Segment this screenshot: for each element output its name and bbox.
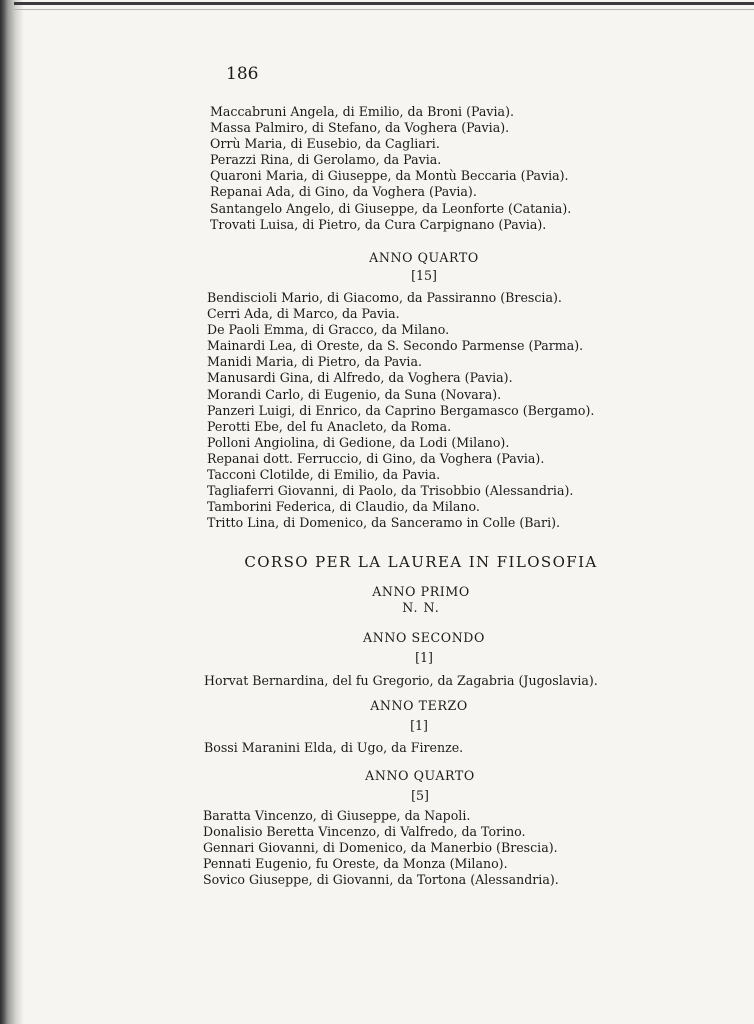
student-count: [5] [411,788,429,803]
section-heading: ANNO QUARTO [369,250,479,265]
list-item: De Paoli Emma, di Gracco, da Milano. [207,322,450,338]
list-item: Tamborini Federica, di Claudio, da Milano. [207,499,480,515]
list-item: Tritto Lina, di Domenico, da Sanceramo in Colle (Bari). [207,515,561,531]
list-item: Morandi Carlo, di Eugenio, da Suna (Novara). [207,386,502,402]
list-item: Tacconi Clotilde, di Emilio, da Pavia. [207,467,441,483]
list-item: Baratta Vincenzo, di Giuseppe, da Napoli. [203,808,471,823]
top-border-rule [14,2,754,5]
list-item: Mainardi Lea, di Oreste, da S. Secondo Parmense (Parma). [207,338,584,354]
list-item: Tagliaferri Giovanni, di Paolo, da Trisobbio (Alessandria). [207,483,574,499]
student-count: [1] [410,718,428,733]
top-border-rule-thin [14,9,754,10]
anno-quarto-student-list [0,290,754,531]
list-item: Maccabruni Angela, di Emilio, da Broni (Pavia). [210,104,514,119]
section-heading: ANNO PRIMO [372,584,470,599]
list-item: Quaroni Maria, di Giuseppe, da Montù Beccaria (Pavia). [210,168,569,184]
list-item: Panzeri Luigi, di Enrico, da Caprino Bergamasco (Bergamo). [207,402,595,418]
student-list-continued [0,104,754,233]
list-item: Manidi Maria, di Pietro, da Pavia. [207,354,422,370]
course-title: CORSO PER LA LAUREA IN FILOSOFIA [244,553,598,571]
list-item: Bendiscioli Mario, di Giacomo, da Passiranno (Brescia). [207,290,562,305]
list-item: Cerri Ada, di Marco, da Pavia. [207,306,400,322]
list-item: Repanai dott. Ferruccio, di Gino, da Voghera (Pavia). [207,450,545,466]
filosofia-anno-secondo-block [47,630,754,666]
list-item: Donalisio Beretta Vincenzo, di Valfredo, da Torino. [203,824,526,840]
list-item: Manusardi Gina, di Alfredo, da Voghera (Pavia). [207,370,513,386]
student-count: [15] [411,268,437,283]
list-item: Repanai Ada, di Gino, da Voghera (Pavia). [210,184,477,200]
page-number: 186 [226,64,259,84]
list-item: Perazzi Rina, di Gerolamo, da Pavia. [210,152,442,168]
list-item: Perotti Ebe, del fu Anacleto, da Roma. [207,418,452,434]
list-item: Bossi Maranini Elda, di Ugo, da Firenze. [204,740,464,755]
list-item: Trovati Luisa, di Pietro, da Cura Carpignano (Pavia). [210,216,547,232]
filosofia-anno-primo-block [44,584,754,616]
filosofia-anno-terzo-list [0,740,754,756]
list-item: Horvat Bernardina, del fu Gregorio, da Zagabria (Jugoslavia). [204,673,598,688]
student-count: [1] [415,650,433,665]
filosofia-anno-quarto-list [0,808,754,888]
filosofia-anno-quarto-block [43,768,754,804]
no-students-note: N. N. [402,600,440,615]
list-item: Sovico Giuseppe, di Giovanni, da Tortona (Alessandria). [203,872,559,888]
list-item: Polloni Angiolina, di Gedione, da Lodi (Milano). [207,434,510,450]
course-title-block [44,553,754,571]
section-heading: ANNO QUARTO [365,768,475,783]
filosofia-anno-secondo-list [0,673,754,689]
anno-quarto-heading-block [47,250,754,284]
list-item: Gennari Giovanni, di Domenico, da Manerbio (Brescia). [203,840,558,856]
section-heading: ANNO TERZO [370,698,468,713]
list-item: Orrù Maria, di Eusebio, da Cagliari. [210,136,440,152]
list-item: Santangelo Angelo, di Giuseppe, da Leonforte (Catania). [210,200,572,216]
filosofia-anno-terzo-block [42,698,754,734]
list-item: Massa Palmiro, di Stefano, da Voghera (Pavia). [210,120,510,136]
list-item: Pennati Eugenio, fu Oreste, da Monza (Milano). [203,856,508,872]
section-heading: ANNO SECONDO [363,630,485,645]
